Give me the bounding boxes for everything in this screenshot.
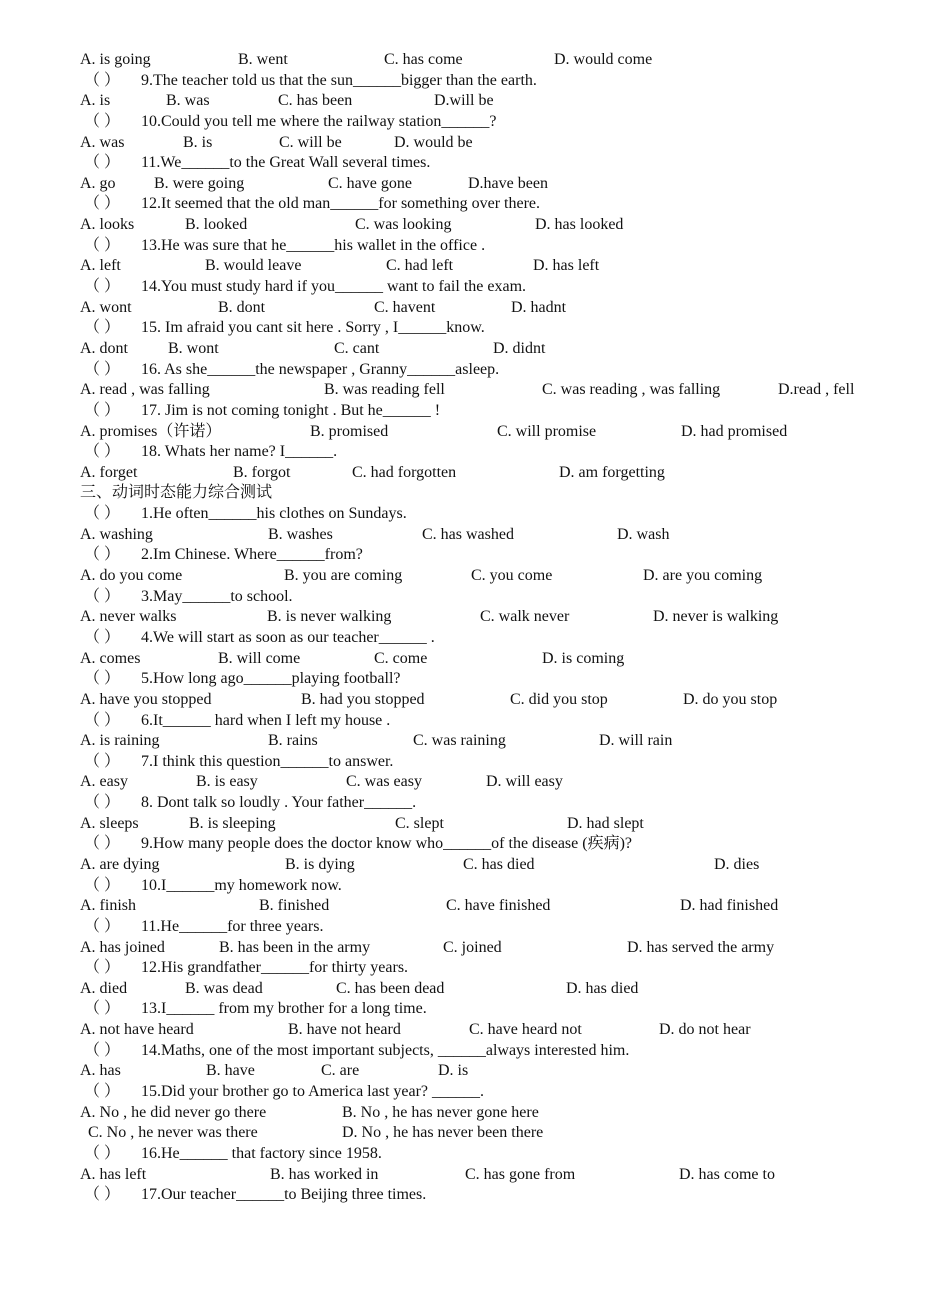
answer-option[interactable]: D. are you coming (643, 567, 763, 585)
answer-bracket[interactable]: （ ） (84, 670, 121, 688)
answer-option[interactable]: B. looked (185, 216, 248, 234)
answer-option[interactable]: C. you come (471, 567, 553, 585)
answer-option[interactable]: A. do you come (80, 567, 183, 585)
answer-option[interactable]: B. have (206, 1062, 255, 1080)
answer-bracket[interactable]: （ ） (84, 711, 121, 729)
answer-option[interactable]: C. have finished (446, 897, 551, 915)
question-line (0, 958, 950, 979)
answer-option[interactable]: A. is (80, 92, 111, 110)
answer-option[interactable]: C. slept (395, 814, 444, 832)
answer-option[interactable]: C. havent (374, 298, 436, 316)
answer-option[interactable]: A. finish (80, 897, 136, 915)
question-line (0, 401, 950, 422)
section-heading (0, 483, 950, 504)
options-line (0, 1020, 950, 1041)
answer-option[interactable]: A. is raining (80, 732, 160, 750)
options-line (0, 339, 950, 360)
answer-option[interactable]: A. wont (80, 298, 132, 316)
answer-option[interactable]: A. left (80, 257, 121, 275)
question-line (0, 318, 950, 339)
answer-option[interactable]: B. were going (154, 174, 245, 192)
answer-option[interactable]: B. is (183, 133, 213, 151)
options-line (0, 649, 950, 670)
answer-option[interactable]: A. not have heard (80, 1021, 194, 1039)
options-line (0, 979, 950, 1000)
answer-option[interactable]: B. have not heard (288, 1021, 401, 1039)
answer-option[interactable]: B. is dying (285, 855, 355, 873)
answer-option[interactable]: D. do you stop (683, 690, 778, 708)
answer-option[interactable]: B. washes (268, 525, 333, 543)
answer-option[interactable]: C. had forgotten (352, 463, 457, 481)
answer-option[interactable]: C. did you stop (510, 690, 608, 708)
question-text: 13.He was sure that he______his wallet in the office . (141, 236, 486, 254)
answer-bracket[interactable]: （ ） (84, 401, 121, 419)
answer-option[interactable]: D. has died (566, 979, 639, 997)
question-text: 14.Maths, one of the most important subjects, ______always interested him. (141, 1041, 630, 1059)
answer-option[interactable]: A. easy (80, 773, 128, 791)
answer-bracket[interactable]: （ ） (84, 1186, 121, 1204)
answer-option[interactable]: B. dont (218, 298, 266, 316)
answer-bracket[interactable]: （ ） (84, 1083, 121, 1101)
question-line (0, 587, 950, 608)
answer-option[interactable]: B. No , he has never gone here (342, 1103, 539, 1121)
answer-option[interactable]: D. is (438, 1062, 469, 1080)
answer-option[interactable]: D. has looked (535, 216, 624, 234)
question-text: 5.How long ago______playing football? (141, 670, 401, 688)
question-line (0, 793, 950, 814)
answer-option[interactable]: D. had promised (681, 422, 788, 440)
answer-option[interactable]: C. was looking (355, 216, 452, 234)
answer-bracket[interactable]: （ ） (84, 195, 121, 213)
answer-option[interactable]: C. has been (278, 92, 353, 110)
options-line (0, 133, 950, 154)
options-line (0, 855, 950, 876)
answer-option[interactable]: A. has left (80, 1165, 147, 1183)
question-text: 2.Im Chinese. Where______from? (141, 546, 363, 564)
answer-option[interactable]: D.will be (434, 92, 494, 110)
answer-option[interactable]: C. No , he never was there (88, 1124, 258, 1142)
answer-option[interactable]: C. are (321, 1062, 360, 1080)
question-line (0, 834, 950, 855)
answer-option[interactable]: C. has gone from (465, 1165, 576, 1183)
answer-option[interactable]: A. has joined (80, 938, 165, 956)
question-line (0, 360, 950, 381)
answer-option[interactable]: C. was raining (413, 732, 506, 750)
answer-option[interactable]: A. is going (80, 51, 151, 68)
answer-option[interactable]: A. go (80, 174, 116, 192)
answer-bracket[interactable]: （ ） (84, 917, 121, 935)
question-text: 17.Our teacher______to Beijing three times. (141, 1186, 427, 1204)
options-line (0, 298, 950, 319)
answer-bracket[interactable]: （ ） (84, 236, 121, 254)
answer-option[interactable]: D. had slept (567, 814, 644, 832)
question-text: 11.He______for three years. (141, 917, 324, 935)
answer-bracket[interactable]: （ ） (84, 959, 121, 977)
options-line (0, 215, 950, 236)
answer-option[interactable]: A. comes (80, 649, 141, 667)
answer-option[interactable]: D. has come to (679, 1165, 775, 1183)
question-line (0, 545, 950, 566)
answer-option[interactable]: B. had you stopped (301, 690, 425, 708)
answer-option[interactable]: B. will come (218, 649, 301, 667)
answer-option[interactable]: B. was (166, 92, 210, 110)
answer-option[interactable]: A. was (80, 133, 125, 151)
question-text: 9.How many people does the doctor know who______of the disease (疾病)? (141, 835, 633, 853)
options-line (0, 1103, 950, 1124)
answer-option[interactable]: D. had finished (680, 897, 779, 915)
answer-bracket[interactable]: （ ） (84, 587, 121, 605)
question-line (0, 917, 950, 938)
question-text: 10.I______my homework now. (141, 876, 342, 894)
answer-option[interactable]: A. never walks (80, 608, 177, 626)
question-line (0, 277, 950, 298)
answer-bracket[interactable]: （ ） (84, 278, 121, 296)
answer-option[interactable]: D.read , fell (778, 381, 855, 399)
question-line (0, 1082, 950, 1103)
answer-option[interactable]: A. sleeps (80, 814, 139, 832)
answer-option[interactable]: C. had left (386, 257, 454, 275)
answer-bracket[interactable]: （ ） (84, 794, 121, 812)
options-line (0, 896, 950, 917)
question-line (0, 112, 950, 133)
answer-option[interactable]: B. would leave (205, 257, 302, 275)
answer-bracket[interactable]: （ ） (84, 1144, 121, 1162)
answer-option[interactable]: C. cant (334, 339, 380, 357)
answer-option[interactable]: A. have you stopped (80, 690, 212, 708)
question-text: 11.We______to the Great Wall several times. (141, 154, 431, 172)
answer-option[interactable]: D. No , he has never been there (342, 1124, 544, 1142)
answer-option[interactable]: D.have been (468, 174, 548, 192)
answer-option[interactable]: C. will promise (497, 422, 597, 440)
question-line (0, 194, 950, 215)
options-line (0, 607, 950, 628)
answer-option[interactable]: B. has worked in (270, 1165, 379, 1183)
options-line (0, 938, 950, 959)
answer-option[interactable]: D. would come (554, 51, 653, 68)
answer-option[interactable]: A. read , was falling (80, 381, 210, 399)
answer-bracket[interactable]: （ ） (84, 1000, 121, 1018)
answer-option[interactable]: C. has been dead (336, 979, 445, 997)
options-line (0, 772, 950, 793)
question-line (0, 71, 950, 92)
answer-option[interactable]: C. joined (443, 938, 502, 956)
answer-option[interactable]: B. promised (310, 422, 389, 440)
answer-bracket[interactable]: （ ） (84, 112, 121, 130)
answer-bracket[interactable]: （ ） (84, 505, 121, 523)
question-text: 17. Jim is not coming tonight . But he______ ! (141, 401, 441, 419)
question-line (0, 1144, 950, 1165)
answer-option[interactable]: C. has come (384, 51, 463, 68)
question-line (0, 442, 950, 463)
question-line (0, 752, 950, 773)
answer-bracket[interactable]: （ ） (84, 71, 121, 89)
answer-bracket[interactable]: （ ） (84, 876, 121, 894)
answer-option[interactable]: A. are dying (80, 855, 160, 873)
question-line (0, 711, 950, 732)
question-line (0, 669, 950, 690)
question-text: 6.It______ hard when I left my house . (141, 711, 391, 729)
question-text: 1.He often______his clothes on Sundays. (141, 505, 407, 523)
answer-option[interactable]: A. looks (80, 216, 135, 234)
options-line (0, 256, 950, 277)
options-line (0, 422, 950, 443)
answer-option[interactable]: C. was easy (346, 773, 422, 791)
answer-option[interactable]: B. was dead (185, 979, 263, 997)
question-line (0, 876, 950, 897)
answer-option[interactable]: D. never is walking (653, 608, 779, 626)
answer-option[interactable]: A. died (80, 979, 128, 997)
answer-option[interactable]: B. is sleeping (189, 814, 276, 832)
options-line (0, 731, 950, 752)
answer-option[interactable]: D. will rain (599, 732, 673, 750)
answer-bracket[interactable]: （ ） (84, 752, 121, 770)
answer-option[interactable]: D. will easy (486, 773, 563, 791)
question-line (0, 236, 950, 257)
answer-option[interactable]: D. dies (714, 855, 760, 873)
answer-option[interactable]: C. will be (279, 133, 342, 151)
answer-option[interactable]: D. would be (394, 133, 473, 151)
question-text: 7.I think this question______to answer. (141, 752, 394, 770)
question-text: 16.He______ that factory since 1958. (141, 1144, 382, 1162)
question-text: 8. Dont talk so loudly . Your father______. (141, 794, 417, 812)
options-line (0, 525, 950, 546)
answer-option[interactable]: B. was reading fell (324, 381, 445, 399)
answer-option[interactable]: D. wash (617, 525, 670, 543)
answer-option[interactable]: C. come (374, 649, 428, 667)
question-line (0, 628, 950, 649)
answer-option[interactable]: C. have heard not (469, 1021, 582, 1039)
question-text: 3.May______to school. (141, 587, 293, 605)
question-text: 13.I______ from my brother for a long time. (141, 1000, 427, 1018)
answer-option[interactable]: D. hadnt (511, 298, 567, 316)
options-line (0, 50, 950, 71)
answer-bracket[interactable]: （ ） (84, 319, 121, 337)
question-text: 15. Im afraid you cant sit here . Sorry , I______know. (141, 319, 485, 337)
options-line (0, 1123, 950, 1144)
answer-bracket[interactable]: （ ） (84, 546, 121, 564)
answer-option[interactable]: B. went (238, 51, 288, 68)
answer-option[interactable]: D. do not hear (659, 1021, 751, 1039)
answer-option[interactable]: B. forgot (233, 463, 291, 481)
answer-option[interactable]: A. forget (80, 463, 138, 481)
answer-bracket[interactable]: （ ） (84, 628, 121, 646)
answer-option[interactable]: D. didnt (493, 339, 546, 357)
question-line (0, 153, 950, 174)
answer-option[interactable]: C. has washed (422, 525, 514, 543)
answer-option[interactable]: A. has (80, 1062, 121, 1080)
answer-option[interactable]: A. dont (80, 339, 128, 357)
question-text: 10.Could you tell me where the railway station______? (141, 112, 497, 130)
answer-option[interactable]: C. has died (463, 855, 535, 873)
question-text: 12.It seemed that the old man______for something over there. (141, 195, 541, 213)
options-line (0, 174, 950, 195)
answer-option[interactable]: D. has served the army (627, 938, 775, 956)
worksheet-page (0, 50, 950, 1206)
question-text: 15.Did your brother go to America last year? ______. (141, 1083, 485, 1101)
answer-bracket[interactable]: （ ） (84, 835, 121, 853)
options-line (0, 1165, 950, 1186)
answer-bracket[interactable]: （ ） (84, 360, 121, 378)
answer-bracket[interactable]: （ ） (84, 1041, 121, 1059)
answer-option[interactable]: D. is coming (542, 649, 625, 667)
answer-option[interactable]: B. rains (268, 732, 318, 750)
answer-option[interactable]: D. has left (533, 257, 600, 275)
answer-option[interactable]: B. you are coming (284, 567, 403, 585)
question-line (0, 1041, 950, 1062)
options-line (0, 1061, 950, 1082)
options-line (0, 380, 950, 401)
options-line (0, 91, 950, 112)
answer-option[interactable]: B. is easy (196, 773, 258, 791)
section-title: 三、动词时态能力综合测试 (80, 484, 273, 502)
question-text: 9.The teacher told us that the sun______bigger than the earth. (141, 71, 537, 89)
answer-option[interactable]: B. finished (259, 897, 330, 915)
question-text: 16. As she______the newspaper , Granny______asleep. (141, 360, 500, 378)
answer-option[interactable]: B. has been in the army (219, 938, 371, 956)
answer-option[interactable]: D. am forgetting (559, 463, 665, 481)
options-line (0, 814, 950, 835)
answer-bracket[interactable]: （ ） (84, 443, 121, 461)
answer-option[interactable]: A. washing (80, 525, 153, 543)
answer-option[interactable]: A. promises（许诺） (80, 422, 222, 440)
question-text: 14.You must study hard if you______ want to fail the exam. (141, 278, 527, 296)
answer-option[interactable]: C. walk never (480, 608, 570, 626)
answer-option[interactable]: C. was reading , was falling (542, 381, 721, 399)
answer-option[interactable]: B. is never walking (267, 608, 392, 626)
question-text: 4.We will start as soon as our teacher______ . (141, 628, 435, 646)
answer-option[interactable]: C. have gone (328, 174, 412, 192)
question-line (0, 999, 950, 1020)
options-line (0, 463, 950, 484)
answer-option[interactable]: B. wont (168, 339, 219, 357)
question-text: 12.His grandfather______for thirty years. (141, 959, 409, 977)
options-line (0, 566, 950, 587)
answer-bracket[interactable]: （ ） (84, 154, 121, 172)
options-line (0, 690, 950, 711)
question-line (0, 504, 950, 525)
question-line (0, 1185, 950, 1206)
answer-option[interactable]: A. No , he did never go there (80, 1103, 267, 1121)
question-text: 18. Whats her name? I______. (141, 443, 338, 461)
